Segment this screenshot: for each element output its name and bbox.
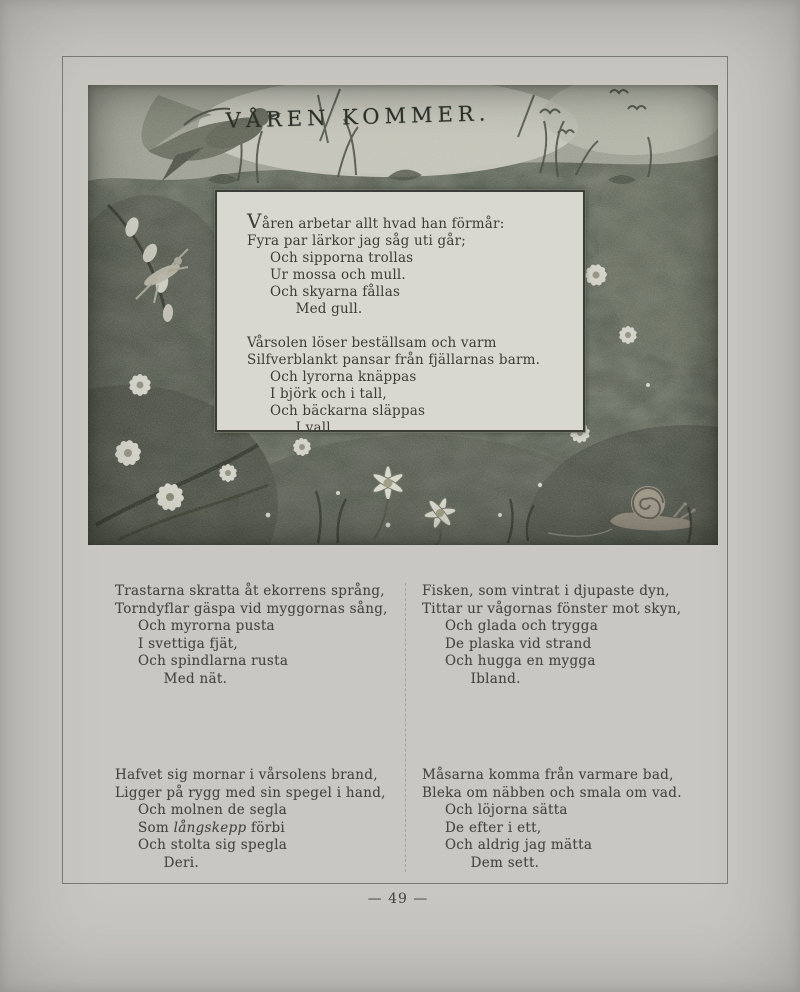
poem-line: Och skyarna fållas <box>269 284 401 300</box>
poem-columns <box>100 583 712 872</box>
poem-line: Silfverblankt pansar från fjällarnas barm. <box>247 352 541 368</box>
poem-line: Och molnen de segla <box>137 802 288 818</box>
poem-line: Vårsolen löser beställsam och varm <box>247 335 497 351</box>
poem-stanza-right-1 <box>422 583 712 688</box>
poem-stanza-left-1 <box>115 583 405 688</box>
poem-line: Tittar ur vågornas fönster mot skyn, <box>422 600 682 617</box>
poem-column-right <box>405 583 712 872</box>
poem-line: De plaska vid strand <box>444 635 592 652</box>
poem-line: Fyra par lärkor jag såg uti går; <box>247 233 466 249</box>
poem-line: Deri. <box>163 854 199 871</box>
poem-line: I björk och i tall, <box>269 386 387 402</box>
poem-line: Ibland. <box>470 670 521 687</box>
poem-line: Och hugga en mygga <box>444 653 596 669</box>
poem-line: I svettiga fjät, <box>137 635 239 652</box>
ornamental-initial: V <box>247 209 262 233</box>
poem-line: Fisken, som vintrat i djupaste dyn, <box>422 583 670 599</box>
poem-line: De efter i ett, <box>444 819 542 836</box>
poem-line: Och myrorna pusta <box>137 618 275 634</box>
poem-line: Och sipporna trollas <box>269 250 414 266</box>
poem-line: Trastarna skratta åt ekorrens språng, <box>115 583 385 599</box>
poem-line: Och bäckarna släppas <box>269 403 426 419</box>
poem-line: Och spindlarna rusta <box>137 653 289 669</box>
inset-stanza-2 <box>247 335 573 437</box>
poem-line: Och glada och trygga <box>444 618 599 634</box>
poem-line: Med gull. <box>295 301 363 317</box>
poem-line: Och aldrig jag mätta <box>444 837 593 853</box>
illustration-title: VÅREN KOMMER. <box>225 101 491 133</box>
poem-stanza-right-2 <box>422 767 712 872</box>
page-number: — 49 — <box>367 891 429 907</box>
poem-line: Våren arbetar allt hvad han förmår: <box>247 209 505 233</box>
header-illustration <box>88 85 718 545</box>
inset-stanza-1 <box>247 209 573 318</box>
poem-line: Hafvet sig mornar i vårsolens brand, <box>115 767 378 783</box>
poem-line: Torndyflar gäspa vid myggornas sång, <box>115 600 388 617</box>
poem-line: Och stolta sig spegla <box>137 837 288 853</box>
poem-line: Måsarna komma från varmare bad, <box>422 767 674 783</box>
poem-line: Med nät. <box>163 670 228 687</box>
poem-line: Dem sett. <box>470 854 540 871</box>
poem-line: Bleka om näbben och smala om vad. <box>422 784 682 801</box>
poem-stanza-left-2 <box>115 767 405 872</box>
poem-line: Ur mossa och mull. <box>269 267 406 283</box>
poem-inset-box <box>215 190 585 436</box>
poem-line: I vall. <box>295 420 336 436</box>
poem-line: Ligger på rygg med sin spegel i hand, <box>115 784 386 801</box>
poem-line: Som långskepp förbi <box>137 819 286 836</box>
poem-line: Och lyrorna knäppas <box>269 369 417 385</box>
poem-column-left <box>100 583 405 872</box>
poem-line: Och löjorna sätta <box>444 802 568 818</box>
